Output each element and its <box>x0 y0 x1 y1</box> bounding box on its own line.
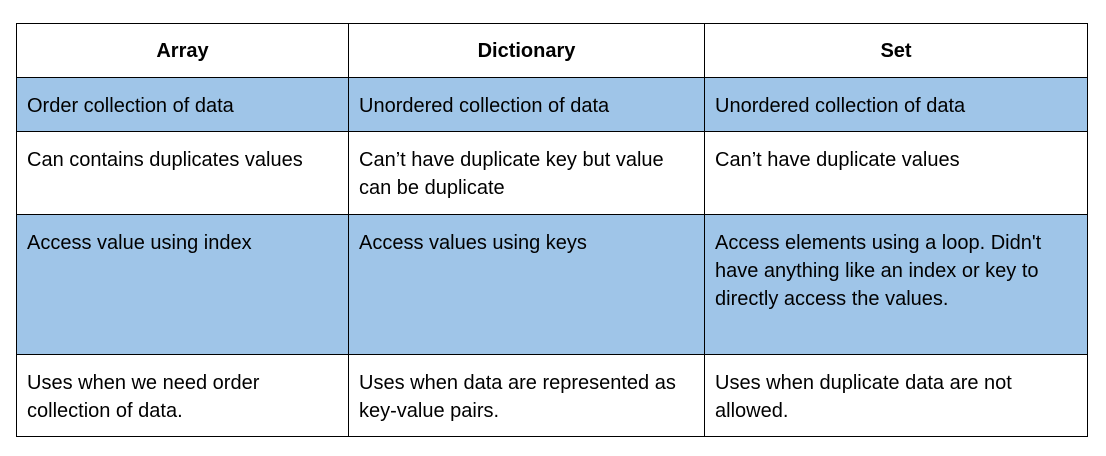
cell-array-usage: Uses when we need order collection of data. <box>17 355 349 437</box>
comparison-table <box>16 23 1088 437</box>
cell-set-access: Access elements using a loop. Didn't have anything like an index or key to directly access the values. <box>705 215 1088 355</box>
cell-dictionary-duplicates: Can’t have duplicate key but value can be duplicate <box>349 132 705 215</box>
table-row <box>17 78 1088 132</box>
header-dictionary: Dictionary <box>349 24 705 78</box>
table-row <box>17 355 1088 437</box>
cell-dictionary-usage: Uses when data are represented as key-value pairs. <box>349 355 705 437</box>
cell-array-order: Order collection of data <box>17 78 349 132</box>
cell-dictionary-order: Unordered collection of data <box>349 78 705 132</box>
cell-array-access: Access value using index <box>17 215 349 355</box>
table-row <box>17 215 1088 355</box>
header-set: Set <box>705 24 1088 78</box>
table-row <box>17 132 1088 215</box>
cell-dictionary-access: Access values using keys <box>349 215 705 355</box>
cell-set-order: Unordered collection of data <box>705 78 1088 132</box>
cell-set-usage: Uses when duplicate data are not allowed. <box>705 355 1088 437</box>
cell-set-duplicates: Can’t have duplicate values <box>705 132 1088 215</box>
header-row <box>17 24 1088 78</box>
cell-array-duplicates: Can contains duplicates values <box>17 132 349 215</box>
header-array: Array <box>17 24 349 78</box>
